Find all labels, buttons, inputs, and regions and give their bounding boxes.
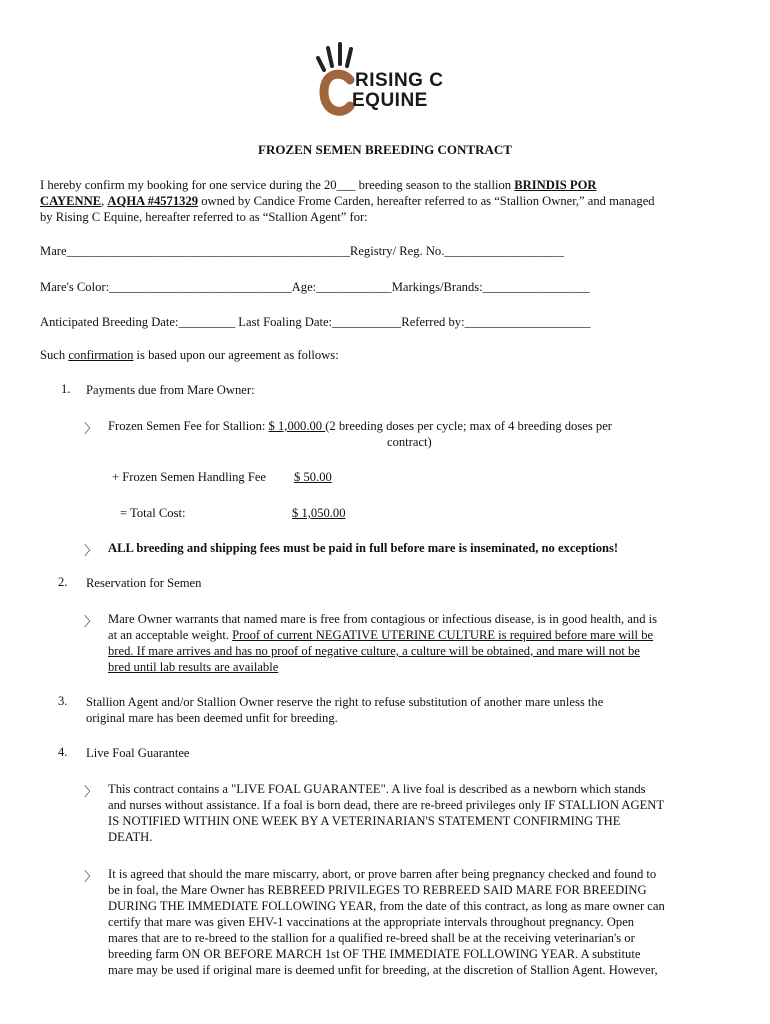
logo-line-1: RISING C xyxy=(355,70,444,91)
culture-line-3: bred until lab results are available xyxy=(108,660,279,674)
section-1-label: Payments due from Mare Owner: xyxy=(86,383,255,397)
section-1-number: 1. xyxy=(61,382,71,396)
handling-fee-label: + Frozen Semen Handling Fee xyxy=(112,470,266,484)
rebreed-line-3: DURING THE IMMEDIATE FOLLOWING YEAR, from the date of this contract, as long as mare owner can xyxy=(108,899,665,913)
semen-fee-note-cont: contract) xyxy=(387,435,432,449)
guarantee-line-4: DEATH. xyxy=(108,830,153,844)
dates-referred-field[interactable]: Anticipated Breeding Date:_________ Last Foaling Date:___________Referred by:____________________ xyxy=(40,315,591,329)
rebreed-line-5: mares that are to re-breed to the stallion for a qualified re-breed shall be at the receiving veterinarian's or xyxy=(108,931,635,945)
semen-fee-amount: $ 1,000.00 xyxy=(268,419,326,433)
intro-line-1 xyxy=(40,177,730,193)
total-cost-amount: $ 1,050.00 xyxy=(292,506,346,520)
agreement-pre: Such xyxy=(40,348,69,362)
semen-fee-note: (2 breeding doses per cycle; max of 4 breeding doses per xyxy=(325,419,612,433)
intro-line-3: by Rising C Equine, hereafter referred to as “Stallion Agent” for: xyxy=(40,210,368,224)
guarantee-line-3: IS NOTIFIED WITHIN ONE WEEK BY A VETERINARIAN'S STATEMENT CONFIRMING THE xyxy=(108,814,621,828)
mare-registry-field[interactable]: Mare_____________________________________________Registry/ Reg. No.___________________ xyxy=(40,244,565,258)
intro-text: I hereby confirm my booking for one service during the 20___ breeding season to the stallion xyxy=(40,178,515,192)
rebreed-line-1: It is agreed that should the mare miscarry, abort, or prove barren after being pregnancy checked and found to xyxy=(108,867,657,881)
rebreed-line-6: breeding farm ON OR BEFORE MARCH 1st OF THE IMMEDIATE FOLLOWING YEAR. A substitute xyxy=(108,947,641,961)
rebreed-line-2: be in foal, the Mare Owner has REBREED PRIVILEGES TO REBREED SAID MARE FOR BREEDING xyxy=(108,883,647,897)
section-4-label: Live Foal Guarantee xyxy=(86,746,190,760)
rebreed-line-4: certify that mare was given EHV-1 vaccinations at the appropriate intervals throughout pregnancy. Open xyxy=(108,915,635,929)
bullet-arrow-icon: 〉 xyxy=(84,421,98,436)
bullet-arrow-icon: 〉 xyxy=(84,869,98,884)
section-2-label: Reservation for Semen xyxy=(86,576,202,590)
guarantee-line-2: and nurses without assistance. If a foal is born dead, there are re-breed privileges only IF STALLION AGENT xyxy=(108,798,665,812)
stallion-name-cont: CAYENNE xyxy=(40,194,102,208)
warranty-line-2 xyxy=(108,627,653,643)
document-title: FROZEN SEMEN BREEDING CONTRACT xyxy=(258,142,512,157)
total-cost-label: = Total Cost: xyxy=(120,506,186,520)
warranty-line-1: Mare Owner warrants that named mare is free from contagious or infectious disease, is in good health, and is xyxy=(108,612,658,626)
bullet-arrow-icon: 〉 xyxy=(84,784,98,799)
stallion-name: BRINDIS POR xyxy=(514,178,597,192)
section-4-number: 4. xyxy=(58,745,68,759)
handling-fee-amount: $ 50.00 xyxy=(294,470,332,484)
semen-fee-label: Frozen Semen Fee for Stallion: xyxy=(108,419,269,433)
rebreed-line-7: mare may be used if original mare is deemed unfit for breeding, at the discretion of Stallion Agent. However, xyxy=(108,963,658,977)
substitution-line-1: Stallion Agent and/or Stallion Owner reserve the right to refuse substitution of another mare unless the xyxy=(86,695,604,709)
intro-comma: , xyxy=(101,194,108,208)
section-3-number: 3. xyxy=(58,694,68,708)
logo-line-2: EQUINE xyxy=(352,90,428,111)
bullet-arrow-icon: 〉 xyxy=(84,543,98,558)
aqha-number: AQHA #4571329 xyxy=(107,194,199,208)
warranty-weight: at an acceptable weight. xyxy=(108,628,233,642)
confirmation-word: confirmation xyxy=(68,348,134,362)
guarantee-line-1: This contract contains a "LIVE FOAL GUARANTEE". A live foal is described as a newborn which stands xyxy=(108,782,646,796)
substitution-line-2: original mare has been deemed unfit for breeding. xyxy=(86,711,338,725)
agreement-post: is based upon our agreement as follows: xyxy=(133,348,339,362)
section-2-number: 2. xyxy=(58,575,68,589)
semen-fee-line xyxy=(108,418,612,434)
fees-notice: ALL breeding and shipping fees must be paid in full before mare is inseminated, no exceptions! xyxy=(108,541,619,555)
bullet-arrow-icon: 〉 xyxy=(84,614,98,629)
culture-line-2: bred. If mare arrives and has no proof of negative culture, a culture will be obtained, and mare will not be xyxy=(108,644,640,658)
intro-line-2 xyxy=(40,193,730,209)
color-age-markings-field[interactable]: Mare's Color:_____________________________Age:____________Markings/Brands:_________________ xyxy=(40,280,590,294)
culture-requirement: Proof of current NEGATIVE UTERINE CULTURE is required before mare will be xyxy=(232,628,654,642)
agreement-line xyxy=(40,347,730,363)
intro-owner-text: owned by Candice Frome Carden, hereafter referred to as “Stallion Owner,” and managed xyxy=(198,194,655,208)
